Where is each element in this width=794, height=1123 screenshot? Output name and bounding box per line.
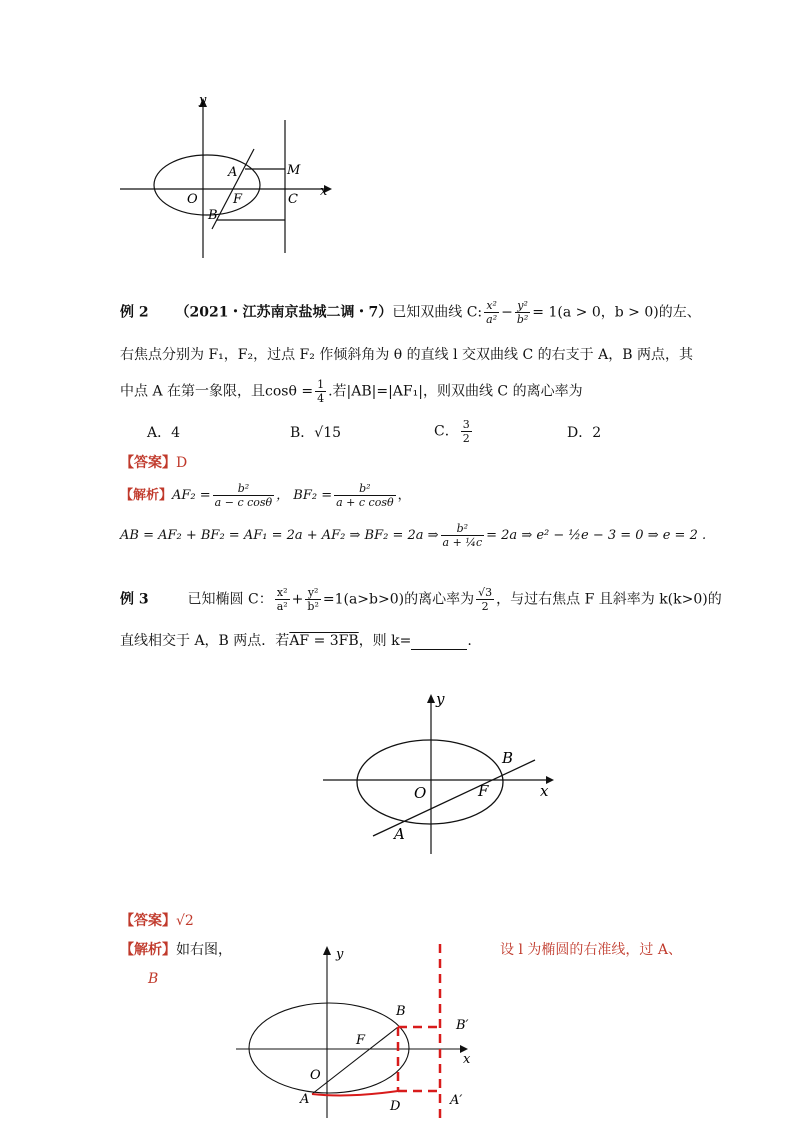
- label-M: M: [287, 163, 301, 178]
- ellipse: [249, 1003, 409, 1093]
- label-B: B: [208, 208, 218, 223]
- frac-cos: $\frac{1}{4}$: [317, 378, 325, 405]
- frac-x2-a2: $\frac{\text{x²}}{\text{a²}}$: [486, 299, 498, 326]
- frac-af2: $\frac{\text{b²}}{\text{a − c cosθ}}$: [214, 482, 273, 509]
- analysis-label: 【解析】: [120, 488, 173, 503]
- figure-ellipse-3: [228, 936, 490, 1120]
- example2-title: 例 2: [120, 304, 149, 321]
- y-axis-arrow: [427, 694, 435, 703]
- label-A: A: [300, 1092, 310, 1107]
- frac-eccentricity: $\frac{√3}{2}$: [478, 586, 493, 613]
- example2-line3: 中点 A 在第一象限，且cosθ = $\frac{1}{4}$ .若|AB|=|AF₁|，则双曲线 C 的离心率为: [120, 378, 583, 405]
- answer-value: √2: [176, 913, 194, 929]
- label-y: y: [436, 690, 445, 708]
- analysis-label: 【解析】: [120, 942, 176, 958]
- label-x: x: [463, 1052, 471, 1067]
- label-A: A: [228, 165, 238, 180]
- label-F: F: [478, 782, 489, 800]
- label-x: x: [540, 782, 549, 800]
- ellipse: [154, 155, 260, 215]
- frac-y2: $\frac{\text{y²}}{\text{b²}}$: [307, 586, 319, 613]
- example2-analysis-line1: 【解析】AF₂ = $\frac{\text{b²}}{\text{a − c cosθ}}$ ， BF₂ = $\frac{\text{b²}}{\text{a + c cosθ}}$ ，: [120, 482, 411, 509]
- label-x: x: [320, 184, 328, 199]
- answer-blank: [411, 635, 467, 650]
- label-y: y: [336, 947, 344, 962]
- option-b: B．√15: [290, 425, 342, 441]
- example2-line1: 例 2 （2021・江苏南京盐城二调・7）已知双曲线 C: $\frac{\text{x²}}{\text{a²}}$ − $\frac{\text{y²}}{\text{b²}}$ = 1(a > 0，b > 0)的左、: [120, 299, 701, 326]
- example3-line2: 直线相交于 A，B 两点．若AF = 3FB，则 k= .: [120, 633, 472, 649]
- example3-answer: [120, 912, 194, 930]
- frac-bf2: $\frac{\text{b²}}{\text{a + c cosθ}}$: [336, 482, 394, 509]
- label-C: C: [288, 192, 298, 207]
- label-B: B: [396, 1004, 406, 1019]
- example2-source: （2021・江苏南京盐城二调・7）: [175, 304, 393, 321]
- example2-stem-b: = 1(a > 0，b > 0)的左、: [532, 304, 701, 321]
- frac-chain: $\frac{\text{b²}}{\text{a + ¼c}}$: [442, 522, 483, 549]
- frac-x2: $\frac{\text{x²}}{\text{a²}}$: [276, 586, 288, 613]
- label-y: y: [199, 93, 207, 108]
- y-axis-arrow: [323, 946, 331, 955]
- label-F: F: [233, 192, 243, 207]
- answer-label: 【答案】: [120, 455, 176, 471]
- example3-analysis-a: 【解析】如右图，: [120, 942, 232, 958]
- frac-y2-b2: $\frac{\text{y²}}{\text{b²}}$: [516, 299, 529, 326]
- answer-label: 【答案】: [120, 913, 176, 929]
- example2-analysis-line2: AB = AF₂ + BF₂ = AF₁ = 2a + AF₂ ⇒ BF₂ = 2a ⇒ $\frac{\text{b²}}{\text{a + ¼c}}$ = 2a ⇒ e² − ½e − 3 = 0 ⇒ e = 2 .: [120, 522, 707, 549]
- example3-analysis-b: 设 l 为椭圆的右准线，过 A、: [500, 942, 682, 958]
- label-F: F: [356, 1033, 366, 1048]
- label-B: B: [502, 749, 514, 767]
- option-c: C． $\frac{3}{2}$: [434, 418, 470, 445]
- label-D: D: [390, 1099, 401, 1114]
- label-O: O: [414, 784, 427, 802]
- example3-title: 例 3: [120, 591, 149, 608]
- example2-stem-a: 已知双曲线 C:: [392, 304, 483, 321]
- label-Bprime: B′: [456, 1018, 469, 1033]
- label-O: O: [310, 1068, 321, 1083]
- vector-relation: AF = 3FB: [289, 633, 359, 649]
- example2-line2: 右焦点分别为 F₁，F₂，过点 F₂ 作倾斜角为 θ 的直线 l 交双曲线 C 的右支于 A，B 两点，其: [120, 347, 693, 363]
- figure-ellipse-1: [110, 88, 340, 264]
- label-O: O: [187, 192, 198, 207]
- label-A: A: [394, 825, 405, 843]
- figure-ellipse-2: [318, 684, 558, 862]
- chord-line: [312, 1027, 398, 1094]
- answer-value: D: [176, 455, 188, 471]
- example3-analysis-c: B: [148, 971, 159, 987]
- label-Aprime: A′: [450, 1093, 463, 1108]
- option-a: A．4: [147, 425, 181, 441]
- option-d: D．2: [567, 425, 602, 441]
- frac-option-c: $\frac{3}{2}$: [462, 418, 470, 445]
- example3-line1: 例 3 已知椭圆 C： $\frac{\text{x²}}{\text{a²}}$ + $\frac{\text{y²}}{\text{b²}}$ =1(a>b>0)的离心率为 $\frac{√3}{2}$ ，与过右焦点 F 且斜率为 k(k>0)的: [120, 586, 722, 613]
- example2-answer: [120, 454, 187, 472]
